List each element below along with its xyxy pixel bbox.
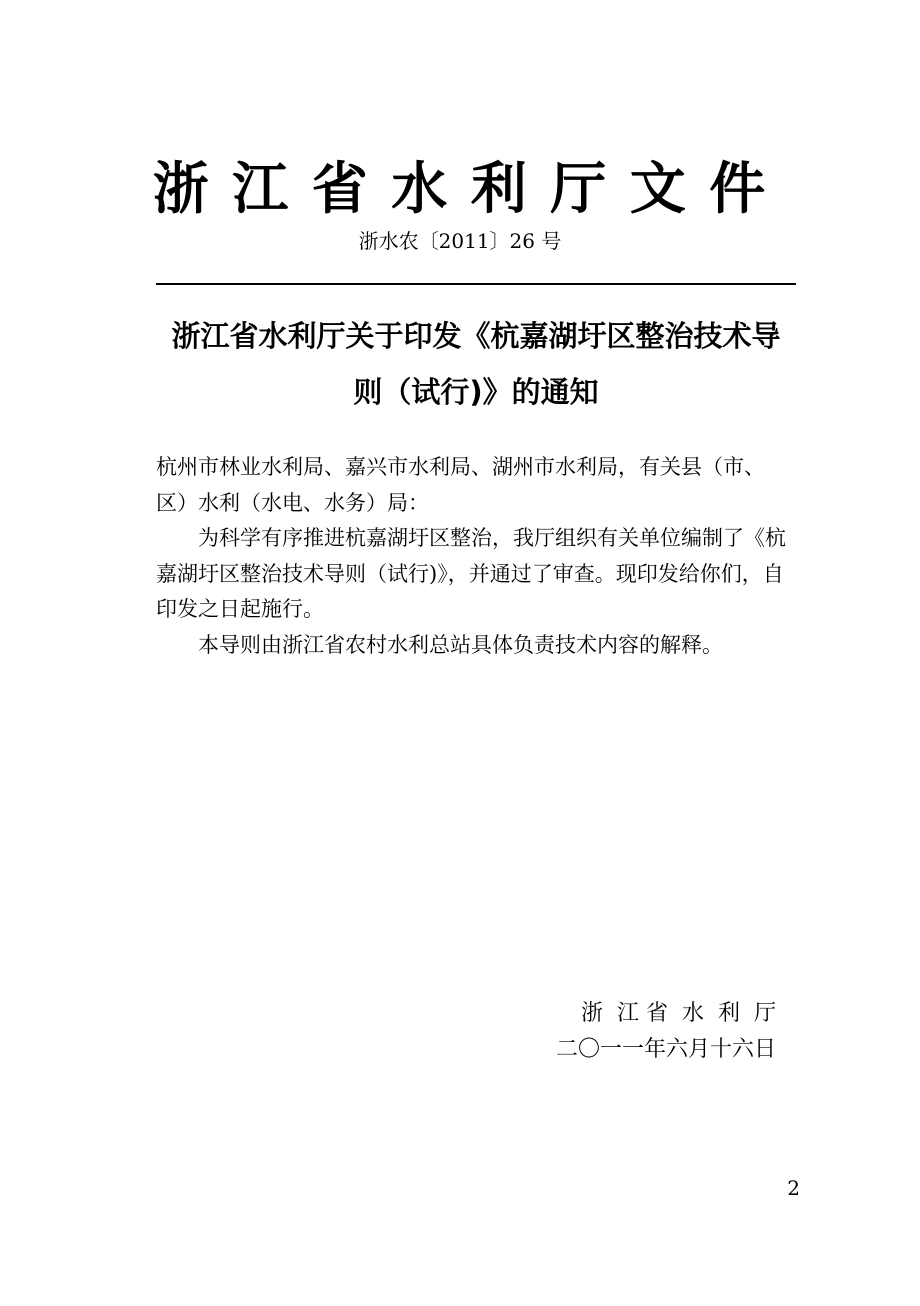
recipients-paragraph: 杭州市林业水利局、嘉兴市水利局、湖州市水利局，有关县（市、区）水利（水电、水务）局：: [156, 455, 765, 515]
page-number: 2: [787, 1176, 800, 1200]
header-divider: [156, 283, 796, 285]
signature-block: [520, 996, 780, 1068]
notice-title-line-1: 浙江省水利厅关于印发《杭嘉湖圩区整治技术导: [171, 319, 781, 353]
signature-org: 浙 江 省 水 利 厅: [581, 1001, 776, 1026]
issuer-title: 浙 江 省 水 利 厅 文 件: [152, 157, 768, 222]
body-paragraph-1: 为科学有序推进杭嘉湖圩区整治，我厅组织有关单位编制了《杭嘉湖圩区整治技术导则（试行)》，并通过了审查。现印发给你们，自印发之日起施行。: [156, 526, 786, 621]
notice-title: [156, 308, 796, 420]
document-number: 浙水农〔2011〕26 号: [358, 229, 562, 253]
signature-date: 二〇一一年六月十六日: [555, 1037, 776, 1062]
notice-title-line-2: 则（试行)》的通知: [353, 375, 599, 409]
notice-body: [156, 450, 796, 663]
body-paragraph-2: 本导则由浙江省农村水利总站具体负责技术内容的解释。: [198, 632, 723, 657]
